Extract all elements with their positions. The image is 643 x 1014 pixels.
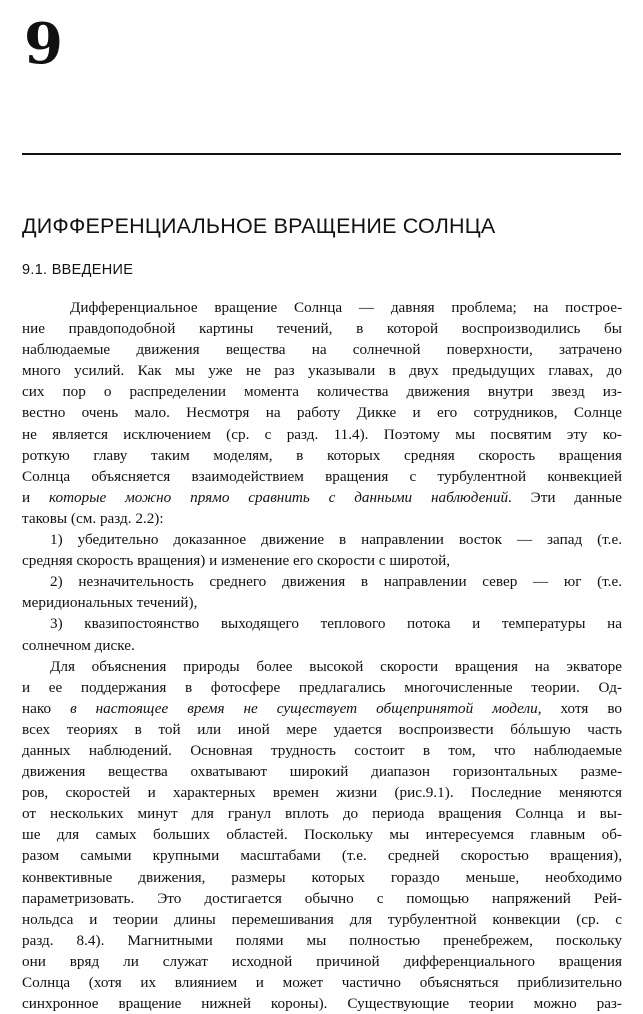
text-line: вестно очень мало. Несмотря на работу Дикке и его сотрудников, Солнце: [22, 404, 622, 422]
text-line: [22, 698, 622, 719]
text-run: и: [22, 488, 49, 506]
text-run: нако: [22, 699, 71, 717]
text-line: движения вещества охватывают широкий диапазон горизонтальных разме-: [22, 763, 622, 781]
chapter-number: 9: [24, 11, 63, 77]
text-line: конвективные движения, размеры которых гораздо меньше, необходимо: [22, 868, 622, 886]
text-line: от нескольких минут для гранул вплоть до периода вращения Солнца и вы-: [22, 805, 622, 823]
text-line: Дифференциальное вращение Солнца — давняя проблема; на построе-: [70, 299, 622, 316]
text-line: разом самыми крупными масштабами (т.е. средней скоростью вращения),: [22, 847, 622, 865]
text-line: параметризовать. Это достигается обычно с помощью напряжений Рей-: [22, 889, 622, 907]
text-line: разд. 8.4). Магнитными полями мы полностью пренебрежем, поскольку: [22, 931, 622, 949]
emphasis-text: которые можно прямо сравнить с данными наблюдений: [48, 488, 509, 506]
list-item-line: 1) убедительно доказанное движение в направлении восток — запад (т.е.: [50, 531, 622, 549]
section-title: 9.1. ВВЕДЕНИЕ: [22, 262, 134, 278]
chapter-divider: [22, 153, 621, 155]
text-line: ние правдоподобной картины течений, в которой воспроизводились бы: [22, 320, 622, 338]
text-line: всех теориях в той или иной мере удается воспроизвести бóльшую часть: [22, 720, 622, 738]
text-line: нольдса и теории длины перемешивания для турбулентной конвекции (ср. с: [22, 910, 622, 928]
text-line: и ее поддержания в фотосфере предлагались многочисленные теории. Од-: [22, 678, 622, 696]
list-item-line: 3) квазипостоянство выходящего теплового потока и температуры на: [50, 615, 622, 633]
text-line: средняя скорость вращения) и изменение его скорости с широтой,: [22, 552, 451, 570]
text-line: Солнца объясняется взаимодействием вращения с турбулентной конвекцией: [22, 467, 622, 485]
list-item-line: 2) незначительность среднего движения в направлении север — юг (т.е.: [50, 573, 622, 591]
text-line: роткую главу таким моделям, в которых средняя скорость вращения: [22, 446, 622, 464]
text-line: Солнца (хотя их влиянием и может частично объясняться приблизительно: [22, 974, 622, 991]
chapter-title: ДИФФЕРЕНЦИАЛЬНОЕ ВРАЩЕНИЕ СОЛНЦА: [22, 214, 496, 238]
text-line: синхронное вращение нижней короны). Существующие теории можно раз-: [22, 995, 622, 1013]
text-run: , хотя во: [537, 699, 622, 717]
text-line: много усилий. Как мы уже не раз указывали в двух предыдущих главах, до: [22, 362, 622, 380]
text-line: не является исключением (ср. с разд. 11.4). Поэтому мы посвятим эту ко-: [22, 425, 622, 443]
text-line: солнечном диске.: [22, 636, 135, 654]
text-line: данных наблюдений. Основная трудность состоит в том, что наблюдаемые: [22, 741, 622, 759]
text-line: наблюдаемые движения вещества на солнечной поверхности, затрачено: [22, 341, 622, 359]
text-line: Для объяснения природы более высокой скорости вращения на экваторе: [50, 657, 622, 675]
emphasis-text: в настоящее время не существует общепринятой модели: [70, 699, 538, 717]
text-line: ров, скоростей и характерных времен жизни (рис.9.1). Последние меняются: [22, 784, 622, 802]
text-run: . Эти данные: [508, 488, 622, 506]
body-text: [22, 297, 622, 1014]
text-line: сих пор о распределении момента количества движения внутри звезд из-: [22, 383, 622, 401]
text-line: [22, 487, 622, 508]
text-line: они вряд ли служат исходной причиной дифференциального вращения: [22, 952, 622, 970]
text-line: ше для самых больших областей. Поскольку мы интересуемся главным об-: [22, 826, 622, 844]
text-line: таковы (см. разд. 2.2):: [22, 509, 164, 527]
text-line: меридиональных течений),: [22, 594, 198, 612]
